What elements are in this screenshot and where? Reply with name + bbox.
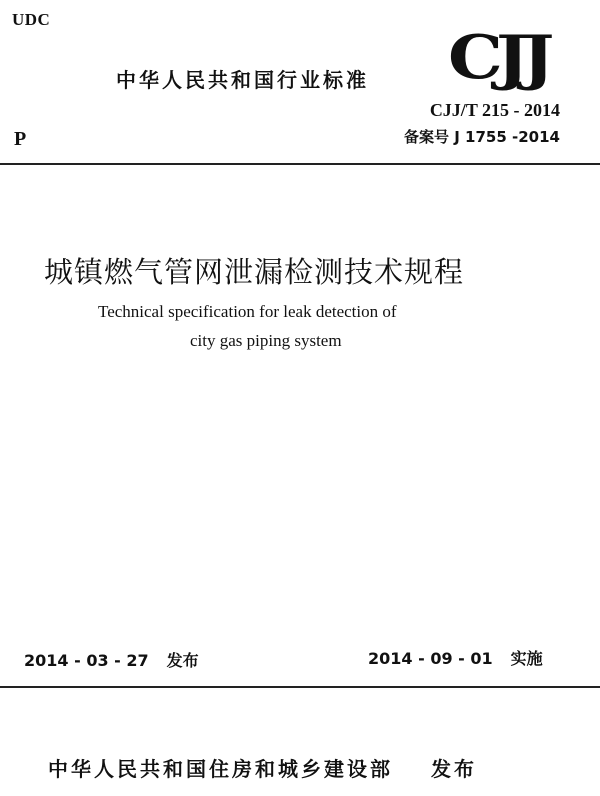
filing-number: 备案号 J 1755 -2014: [404, 128, 560, 146]
udc-label: UDC: [12, 10, 51, 29]
cjj-logo: CJJ: [448, 23, 548, 93]
issue-word: 发布: [166, 651, 199, 670]
implementation-word: 实施: [510, 649, 543, 668]
implementation-date: 2014 - 09 - 01: [368, 649, 493, 668]
standard-number: CJJ/T 215 - 2014: [429, 100, 560, 120]
implementation-date-block: [368, 646, 543, 669]
publisher-word: 发布: [431, 757, 477, 781]
standard-category-label: 中华人民共和国行业标准: [116, 68, 369, 92]
title-english-line1: Technical specification for leak detection of: [98, 302, 397, 321]
publisher-name: 中华人民共和国住房和城乡建设部: [48, 757, 393, 781]
title-english-line2: city gas piping system: [190, 331, 342, 350]
title-chinese: 城镇燃气管网泄漏检测技术规程: [44, 255, 465, 289]
classification-code: P: [14, 128, 27, 150]
issue-date: 2014 - 03 - 27: [24, 651, 149, 670]
top-divider: [0, 163, 600, 165]
bottom-divider: [0, 686, 600, 688]
publisher-block: [48, 753, 477, 782]
issue-date-block: [24, 648, 199, 671]
